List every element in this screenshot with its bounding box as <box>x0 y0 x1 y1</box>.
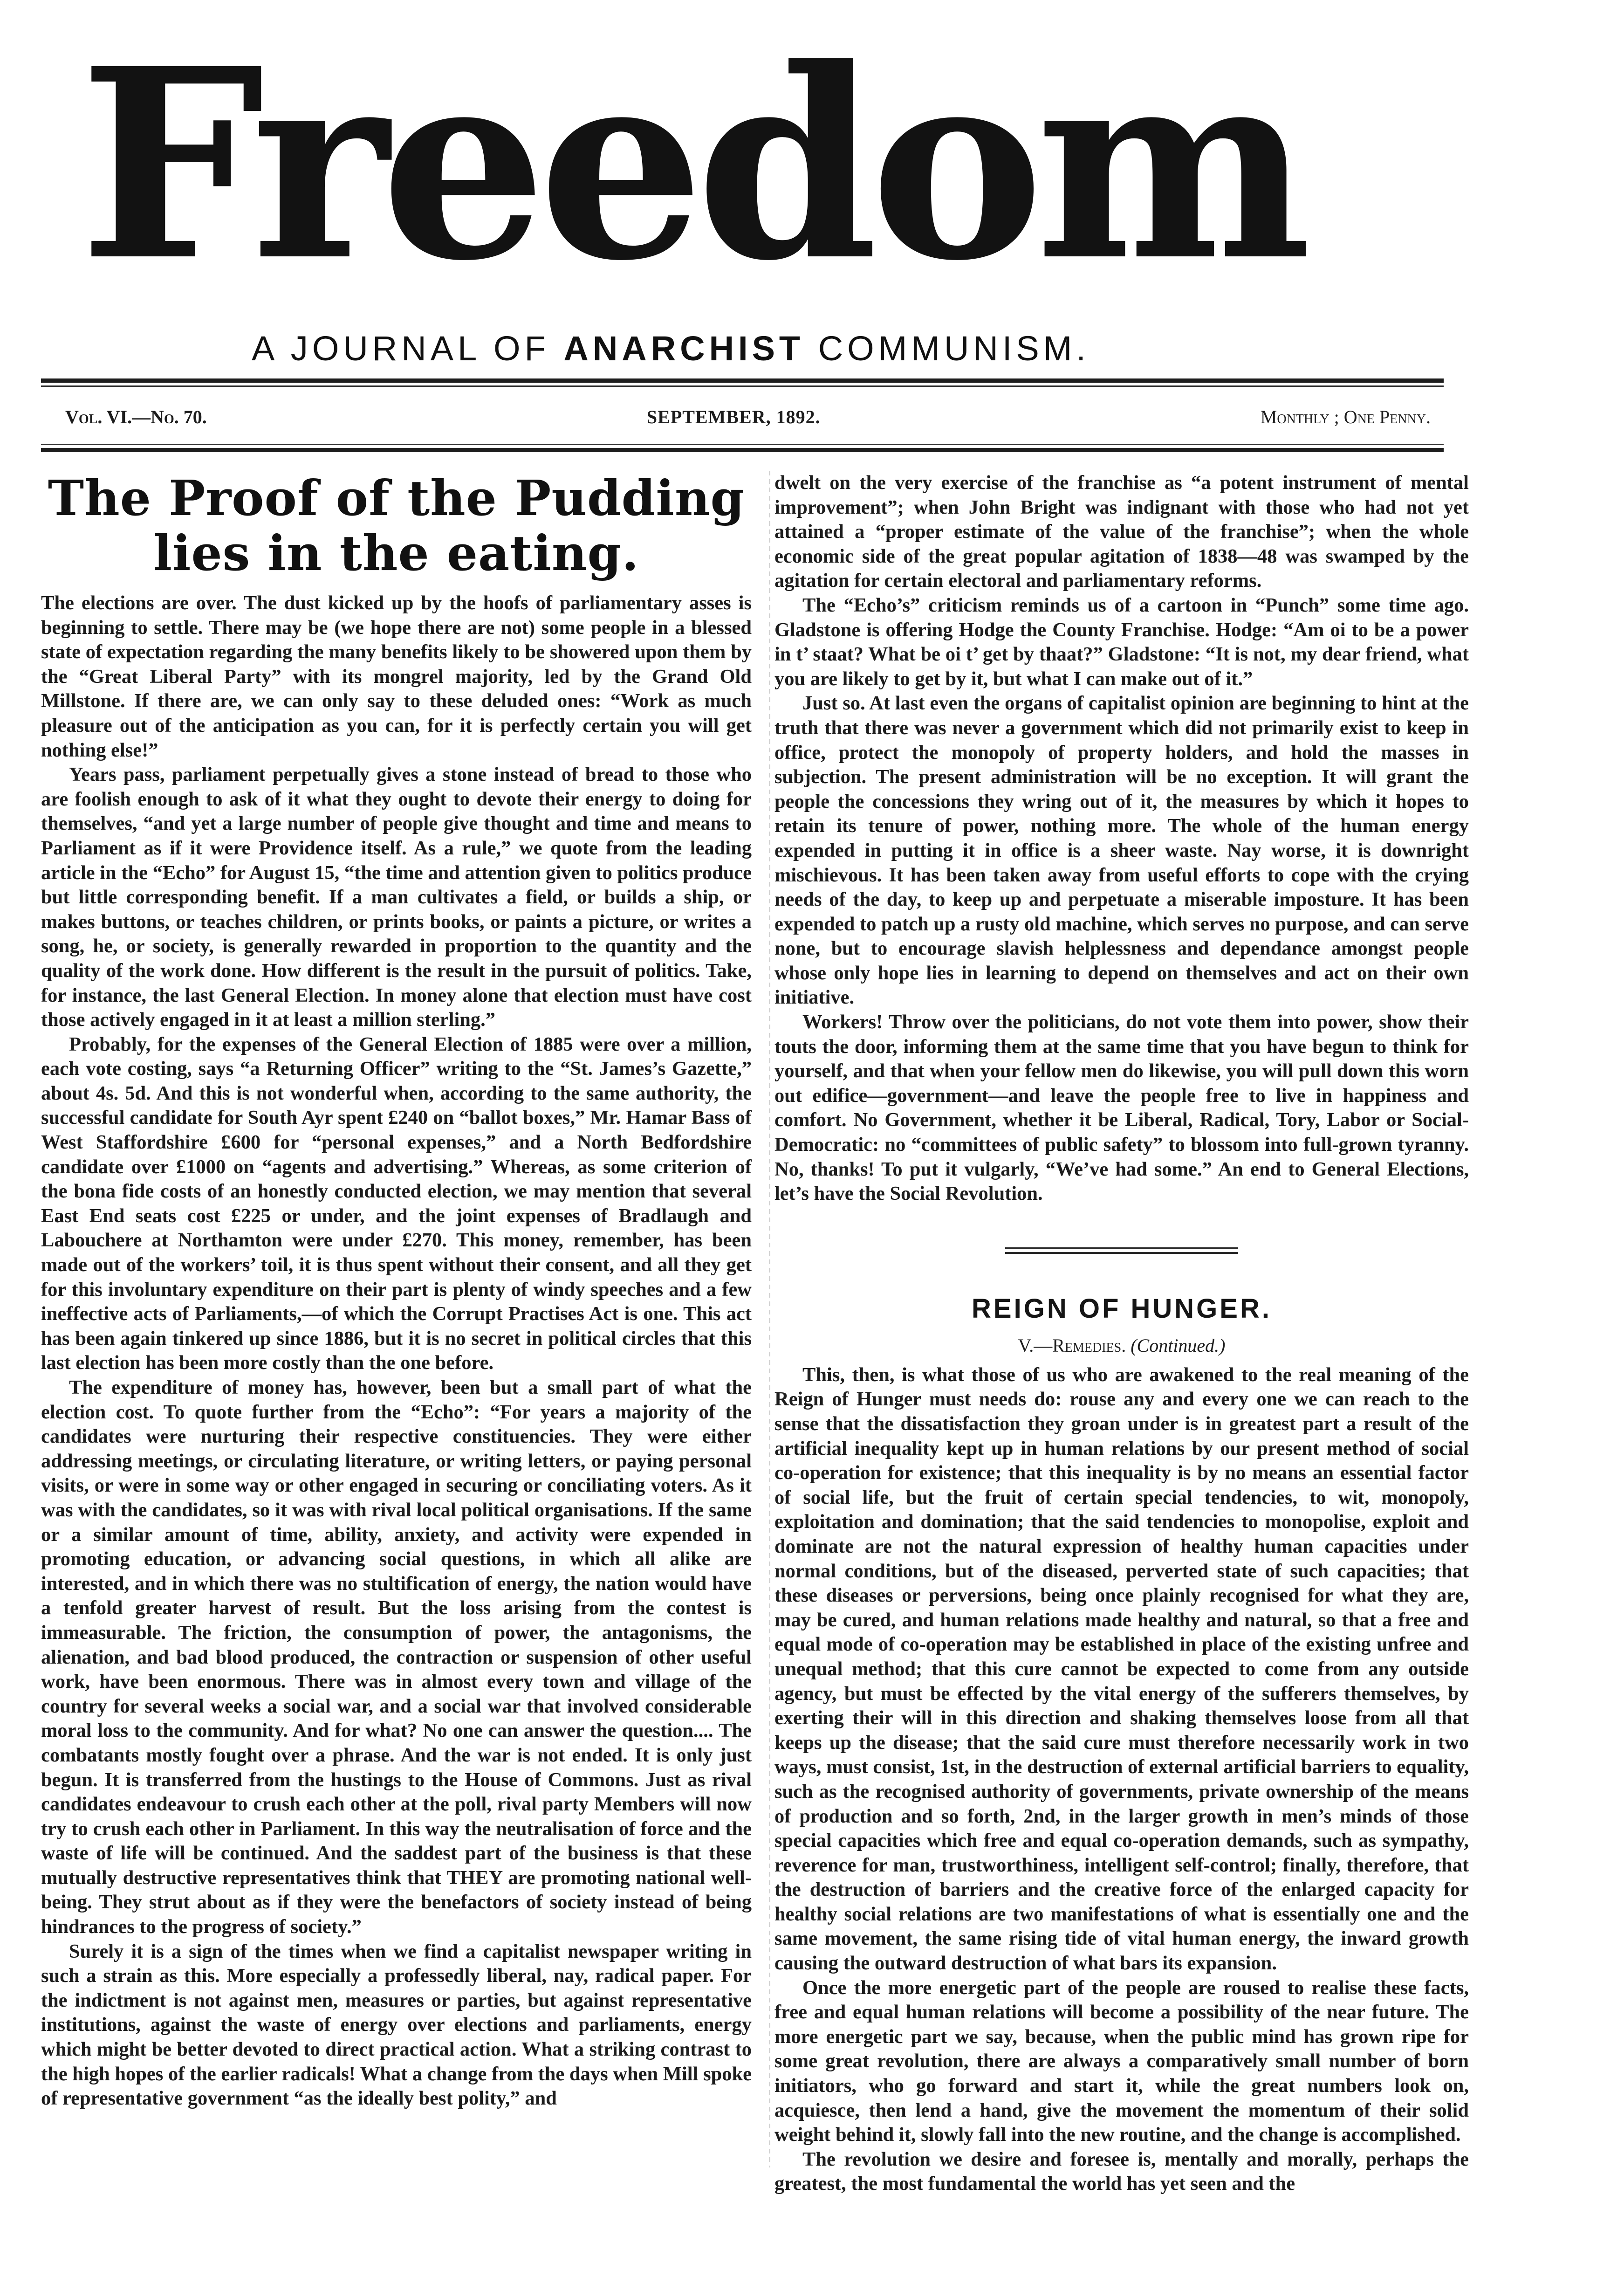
paragraph: The “Echo’s” criticism reminds us of a cartoon in “Punch” some time ago. Gladstone is offering Hodge the County Franchise. Hodge: “Am oi to be a power in t’ staat? What be oi t’ get by thaat?” Gladstone: “It is not, my dear friend, what you are likely to get by it, but what I can make out of it.” <box>774 594 1469 690</box>
column-left <box>41 471 752 2111</box>
paragraph: The revolution we desire and foresee is, mentally and morally, perhaps the greatest, the most fundamental the world has yet seen and the <box>774 2148 1469 2195</box>
paragraph: Probably, for the expenses of the General Election of 1885 were over a million, each vote costing, says “a Returning Officer” writing to the “St. James’s Gazette,” about 4s. 5d. And this is not wonderful when, according to the same authority, the successful candidate for South Ayr spent £240 on “ballot boxes,” Mr. Hamar Bass of West Staffordshire £600 for “personal expenses,” and a North Bedfordshire candidate over £1000 on “agents and advertising.” Whereas, as some criterion of the bona fide costs of an honestly conducted election, we may mention that several East End seats cost £225 or under, and the joint expenses of Bradlaugh and Labouchere at Northamton were under £270. This money, remember, has been made out of the workers’ toil, it is thus spent without their consent, and all they get for this involuntary expenditure on their part is plenty of windy speeches and a few ineffective acts of Parliaments,—of which the Corrupt Practises Act is one. This act has been again tinkered up since 1886, but it is no secret in political circles that this last election has been more costly than the one before. <box>41 1033 752 1374</box>
paragraph: Workers! Throw over the politicians, do not vote them into power, show their touts the door, informing them at the same time that you have begun to think for yourself, and that when your fellow men do likewise, you will pull down this worn out edifice—government—and leave the people free to live in happiness and comfort. No Government, whether it be Liberal, Radical, Tory, Labor or Social-Democratic: no “committees of public safety” to blossom into full-grown tyranny. No, thanks! To put it vulgarly, “We’ve had some.” An end to General Elections, let’s have the Social Revolution. <box>774 1011 1469 1205</box>
section-divider <box>1005 1247 1238 1254</box>
column-divider <box>769 471 770 2167</box>
volume-number: Vol. VI.—No. 70. <box>65 406 207 427</box>
masthead-rule-bottom <box>41 444 1444 452</box>
masthead-subtitle: A JOURNAL OF ANARCHIST COMMUNISM. <box>252 329 1090 368</box>
column-right <box>774 471 1469 2196</box>
masthead-rule-top <box>41 378 1444 387</box>
section-subhead: V.—Remedies. (Continued.) <box>1018 1335 1226 1356</box>
section-headline: REIGN OF HUNGER. <box>972 1293 1272 1324</box>
price: Monthly ; One Penny. <box>1260 406 1431 427</box>
masthead-title <box>70 56 1445 298</box>
paragraph: The expenditure of money has, however, been but a small part of what the election cost. To quote further from the “Echo”: “For years a majority of the candidates were nurturing their respective constituencies. They were either addressing meetings, or circulating literature, or writing letters, or paying personal visits, or were in some way or other engaged in securing or conciliating voters. As it was with the candidates, so it was with rival local political organisations. If the same or a similar amount of time, ability, anxiety, and activity were expended in promoting education, or advancing social questions, in which all alike are interested, and in which there was no stultification of energy, the nation would have a tenfold greater harvest of result. But the loss arising from the contest is immeasurable. The friction, the consumption of power, the antagonisms, the alienation, and bad blood produced, the contraction or suspension of other useful work, have been enormous. There was in almost every town and village of the country for several weeks a social war, and a social war that involved considerable moral loss to the community. And for what? No one can answer the question.... The combatants mostly fought over a phrase. And the war is not ended. It is only just begun. It is transferred from the hustings to the House of Commons. Just as rival candidates endeavour to crush each other at the poll, rival party Members will now try to crush each other in Parliament. In this way the neutralisation of force and the waste of life will be continued. And the saddest part of the business is that these mutually destructive representatives think that THEY are promoting national well-being. They strut about as if they were the benefactors of society instead of being hindrances to the progress of society.” <box>41 1376 752 1938</box>
issue-date: SEPTEMBER, 1892. <box>646 406 821 427</box>
blackletter-logo <box>70 56 1445 298</box>
paragraph: Surely it is a sign of the times when we find a capitalist newspaper writing in such a strain as this. More especially a professedly liberal, nay, radical paper. For the indictment is not against men, measures or parties, but against representative institutions, against the waste of energy over elections and parliaments, energy which might be better devoted to direct practical action. What a striking contrast to the high hopes of the earlier radicals! What a change from the days when Mill spoke of representative government “as the ideally best polity,” and <box>41 1940 752 2110</box>
issue-line <box>65 403 1431 431</box>
paragraph: Once the more energetic part of the people are roused to realise these facts, free and equal human relations will become a possibility of the near future. The more energetic part we say, because, when the public mind has grown ripe for some great revolution, there are always a comparatively small number of born initiators, who go forward and start it, while the great numbers look on, acquiesce, then lend a hand, give the movement the momentum of their solid weight behind it, slowly fall into the new routine, and the change is accomplished. <box>774 1976 1469 2146</box>
article-body <box>41 591 752 2111</box>
paragraph: The elections are over. The dust kicked up by the hoofs of parliamentary asses is beginning to settle. There may be (we hope there are not) some people in a blessed state of expectation regarding the many benefits likely to be showered upon them by the “Great Liberal Party” with its mongrel majority, led by the Grand Old Millstone. If there are, we can only say to these deluded ones: “Work as much pleasure out of the anticipation as you can, for it is perfectly certain you will get nothing else!” <box>41 592 752 761</box>
paragraph: Years pass, parliament perpetually gives a stone instead of bread to those who are foolish enough to ask of it what they ought to devote their energy to doing for themselves, “and yet a large number of people give thought and time and means to Parliament as if it were Providence itself. As a rule,” we quote from the leading article in the “Echo” for August 15, “the time and attention given to politics produce but little corresponding benefit. If a man cultivates a field, or builds a ship, or makes buttons, or teaches children, or prints books, or paints a picture, or writes a song, he, or society, is generally rewarded in proportion to the quantity and the quality of the work done. How different is the result in the pursuit of politics. Take, for instance, the last General Election. In money alone that election must have cost those actively engaged in it at least a million sterling.” <box>41 764 752 1031</box>
paragraph: Just so. At last even the organs of capitalist opinion are beginning to hint at the truth that there was never a government which did not primarily exist to keep in office, protect the monopoly of property holders, and hold the masses in subjection. The present administration will be no exception. It will grant the people the concessions they wring out of it, the measures by which it hopes to retain its tenure of power, nothing more. The whole of the human energy expended in putting it in office is a sheer waste. Nay worse, it is downright mischievous. It has been taken away from useful efforts to cope with the crying needs of the day, to keep up and perpetuate a miserable imposture. It has been expended to patch up a rusty old machine, which serves no purpose, and can serve none, but to encourage slavish helplessness and dependance amongst people whose only hope lies in learning to depend on themselves and act on their own initiative. <box>774 692 1469 1009</box>
paragraph: This, then, is what those of us who are awakened to the real meaning of the Reign of Hunger must needs do: rouse any and every one we can reach to the sense that the dissatisfaction they groan under is in greatest part a result of the artificial inequality kept up in human relations by our present method of social co-operation for existence; that this inequality is by no means an essential factor of social life, but the fruit of certain special tendencies, to wit, monopoly, exploitation and domination; that the said tendencies to monopolise, exploit and dominate are not the natural expression of healthy human capacities under normal conditions, but of the diseased, perverted state of such capacities; that these diseases or perversions, being once plainly recognised for what they are, may be cured, and human relations made healthy and natural, so that a free and equal mode of co-operation may be established in place of the existing unfree and unequal method; that this cure cannot be expected to come from any outside agency, but must be effected by the vital energy of the sufferers themselves, by exerting their will in this direction and shaking themselves loose from all that keeps up the disease; that the said cure must therefore necessarily work in two ways, must consist, 1st, in the destruction of external artificial barriers to equality, such as the recognised authority of governments, private ownership of the means of production and so forth, 2nd, in the larger growth in men’s minds of those special capacities which free and equal co-operation demands, such as sympathy, reverence for man, trustworthiness, intelligent self-control; finally, therefore, that the destruction of barriers and the creative force of the enlarged capacity for healthy social relations are two manifestations of what is essentially one and the same movement, the same rising tide of vital human energy, the inward growth causing the outward destruction of what bars its expansion. <box>774 1363 1469 1974</box>
article-headline: The Proof of the Pudding lies in the eating. <box>48 469 745 582</box>
article-continuation <box>774 471 1469 1206</box>
svg-text:Freedom: Freedom <box>79 56 1303 298</box>
paragraph: dwelt on the very exercise of the franchise as “a potent instrument of mental improvement”; when John Bright was indignant with those who had not yet attained a “proper estimate of the value of the franchise”; when the whole economic side of the great popular agitation of 1838—48 was swamped by the agitation for certain electoral and parliamentary reforms. <box>774 472 1469 592</box>
article-body <box>774 1363 1469 2196</box>
